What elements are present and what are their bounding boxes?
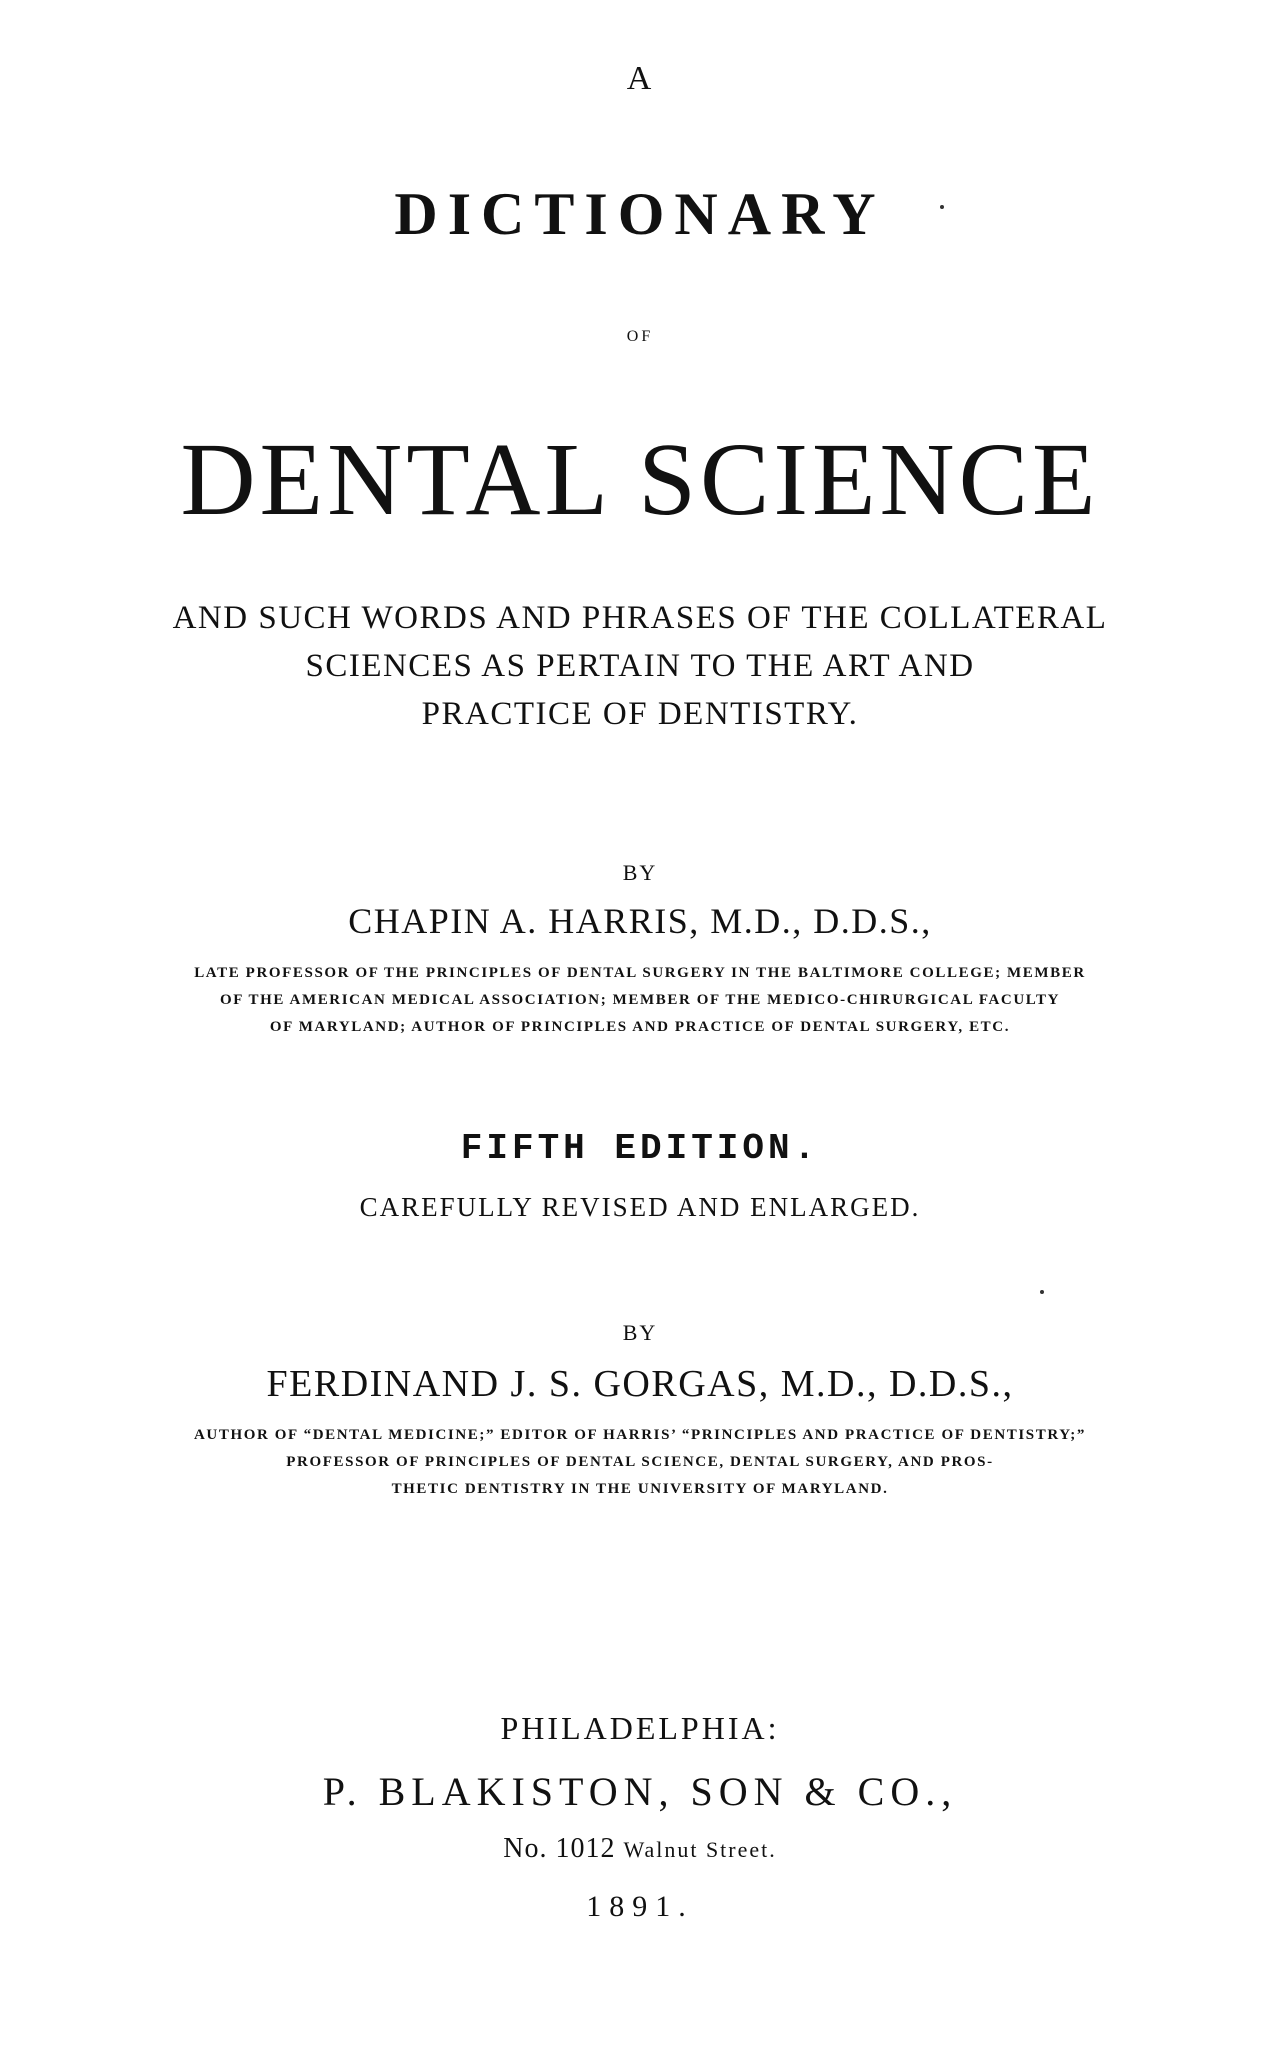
by-label: BY: [622, 860, 658, 885]
subtitle-line: AND SUCH WORDS AND PHRASES OF THE COLLATERAL: [172, 600, 1108, 636]
publication-place: PHILADELPHIA:: [500, 1710, 780, 1746]
title-article: A: [626, 60, 654, 97]
publisher-address: [0, 1833, 1280, 1865]
subtitle-line: PRACTICE OF DENTISTRY.: [421, 696, 859, 732]
edition-note: CAREFULLY REVISED AND ENLARGED.: [359, 1192, 921, 1222]
print-speck: [940, 205, 944, 209]
title-line-dental-science: DENTAL SCIENCE: [180, 422, 1100, 537]
credentials-line: PROFESSOR OF PRINCIPLES OF DENTAL SCIENCE, DENTAL SURGERY, AND PROS-: [286, 1454, 994, 1470]
address-street: Walnut Street.: [623, 1837, 777, 1862]
title-line-dictionary: DICTIONARY: [394, 181, 886, 247]
credentials-line: OF MARYLAND; AUTHOR OF PRINCIPLES AND PRACTICE OF DENTAL SURGERY, ETC.: [269, 1019, 1011, 1035]
credentials-line: THETIC DENTISTRY IN THE UNIVERSITY OF MARYLAND.: [391, 1481, 889, 1497]
author-name-gorgas: FERDINAND J. S. GORGAS, M.D., D.D.S.,: [266, 1363, 1014, 1405]
author-name-harris: CHAPIN A. HARRIS, M.D., D.D.S.,: [348, 901, 932, 941]
publisher-name: P. BLAKISTON, SON & CO.,: [322, 1769, 958, 1814]
edition-heading: FIFTH EDITION.: [460, 1128, 820, 1169]
credentials-line: OF THE AMERICAN MEDICAL ASSOCIATION; MEMBER OF THE MEDICO-CHIRURGICAL FACULTY: [219, 992, 1061, 1008]
title-connector-of: OF: [626, 328, 654, 345]
address-number: No. 1012: [503, 1833, 616, 1864]
by-label: BY: [622, 1320, 658, 1345]
subtitle-block: [0, 594, 1280, 738]
author-credentials-harris: [0, 960, 1280, 1041]
print-speck: [1040, 1290, 1044, 1294]
credentials-line: AUTHOR OF “DENTAL MEDICINE;” EDITOR OF HARRIS’ “PRINCIPLES AND PRACTICE OF DENTISTRY;”: [193, 1427, 1087, 1443]
author-credentials-gorgas: [0, 1422, 1280, 1503]
subtitle-line: SCIENCES AS PERTAIN TO THE ART AND: [305, 648, 975, 684]
credentials-line: LATE PROFESSOR OF THE PRINCIPLES OF DENTAL SURGERY IN THE BALTIMORE COLLEGE; MEMBER: [194, 965, 1086, 981]
publication-year: 1891.: [586, 1890, 694, 1923]
